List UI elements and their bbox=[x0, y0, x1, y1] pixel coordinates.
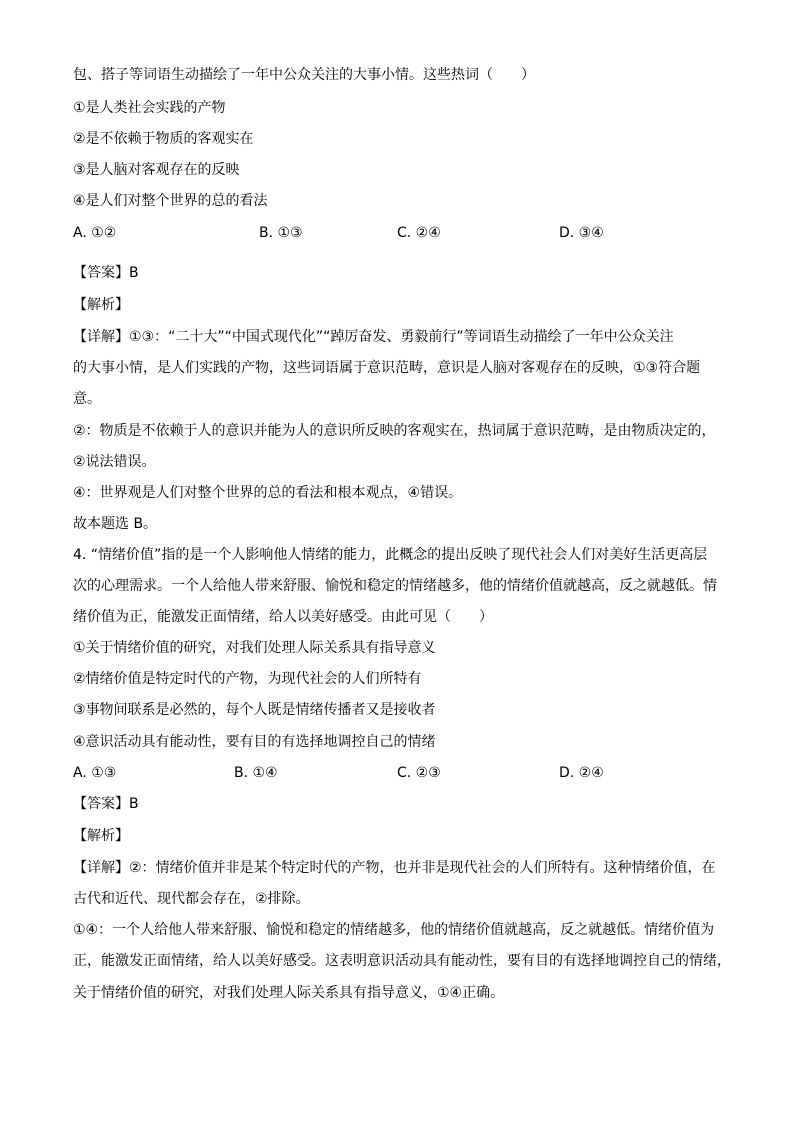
q4-option-c: C. ②③ bbox=[397, 765, 441, 781]
q3-detail-line: ②：物质是不依赖于人的意识并能为人的意识所反映的客观实在，热词属于意识范畴，是由物质决定的， bbox=[73, 423, 716, 439]
q3-option-d: D. ③④ bbox=[559, 225, 604, 241]
q3-item-3: ③是人脑对客观存在的反映 bbox=[73, 162, 240, 178]
q3-detail-line: ②说法错误。 bbox=[73, 454, 156, 470]
q3-item-2: ②是不依赖于物质的客观实在 bbox=[73, 131, 254, 147]
q3-option-a: A. ①② bbox=[73, 225, 117, 241]
q4-detail-line: 正，能激发正面情绪，给人以美好感受。这表明意识活动具有能动性，要有目的有选择地调控自己的情绪， bbox=[73, 953, 731, 969]
q3-option-c: C. ②④ bbox=[397, 225, 441, 241]
q4-option-a: A. ①③ bbox=[73, 765, 117, 781]
q4-detail-line: ①④：一个人给他人带来舒服、愉悦和稳定的情绪越多，他的情绪价值就越高，反之就越低。情绪价值为 bbox=[73, 922, 715, 938]
q3-item-1: ①是人类社会实践的产物 bbox=[73, 100, 226, 116]
q3-analysis-label: 【解析】 bbox=[73, 297, 129, 313]
q4-stem-line: 4. “情绪价值”指的是一个人影响他人情绪的能力，此概念的提出反映了现代社会人们对美好生活更高层 bbox=[73, 547, 708, 563]
q4-detail-line: 【详解】②：情绪价值并非是某个特定时代的产物，也并非是现代社会的人们所特有。这种情绪价值，在 bbox=[73, 860, 716, 876]
q4-answer: 【答案】B bbox=[73, 796, 139, 812]
q4-item-3: ③事物间联系是必然的，每个人既是情绪传播者又是接收者 bbox=[73, 702, 436, 718]
q4-option-b: B. ①④ bbox=[234, 765, 278, 781]
q4-item-4: ④意识活动具有能动性，要有目的有选择地调控自己的情绪 bbox=[73, 734, 436, 750]
q3-detail-line: 意。 bbox=[73, 391, 101, 407]
q4-detail-line: 古代和近代、现代都会存在，②排除。 bbox=[73, 891, 310, 907]
q3-detail-line: 【详解】①③：“二十大”“中国式现代化”“踔厉奋发、勇毅前行”等词语生动描绘了一年中公众关注 bbox=[73, 329, 674, 345]
q4-stem-line: 次的心理需求。一个人给他人带来舒服、愉悦和稳定的情绪越多，他的情绪价值就越高，反之就越低。情 bbox=[73, 578, 717, 594]
q4-item-2: ②情绪价值是特定时代的产物，为现代社会的人们所特有 bbox=[73, 671, 422, 687]
q3-stem: 包、搭子等词语生动描绘了一年中公众关注的大事小情。这些热词（ ） bbox=[73, 67, 535, 83]
q4-option-d: D. ②④ bbox=[559, 765, 604, 781]
q3-option-b: B. ①③ bbox=[259, 225, 303, 241]
q3-answer: 【答案】B bbox=[73, 265, 139, 281]
q4-item-1: ①关于情绪价值的研究，对我们处理人际关系具有指导意义 bbox=[73, 640, 436, 656]
q4-detail-line: 关于情绪价值的研究，对我们处理人际关系具有指导意义，①④正确。 bbox=[73, 985, 505, 1001]
q4-analysis-label: 【解析】 bbox=[73, 828, 129, 844]
q3-detail-line: 的大事小情，是人们实践的产物，这些词语属于意识范畴，意识是人脑对客观存在的反映，①③符合题 bbox=[73, 360, 701, 376]
q3-detail-line: ④：世界观是人们对整个世界的总的看法和根本观点，④错误。 bbox=[73, 485, 463, 501]
q3-item-4: ④是人们对整个世界的总的看法 bbox=[73, 193, 268, 209]
q4-stem-line: 绪价值为正，能激发正面情绪，给人以美好感受。由此可见（ ） bbox=[73, 609, 493, 625]
q3-detail-line: 故本题选 B。 bbox=[73, 516, 158, 532]
